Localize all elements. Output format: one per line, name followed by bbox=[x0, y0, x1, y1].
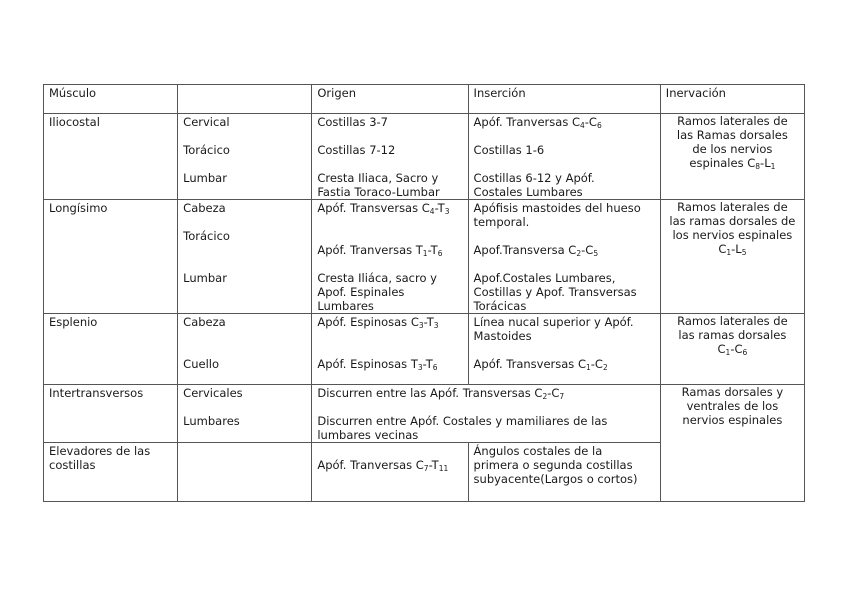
muscle-parts: Cervicales Lumbares bbox=[178, 385, 312, 443]
header-origen: Origen bbox=[312, 85, 468, 114]
muscle-name: Esplenio bbox=[44, 314, 178, 385]
table-row-intertransversos bbox=[44, 385, 805, 443]
muscle-parts: Cabeza Cuello bbox=[178, 314, 312, 385]
table-row-iliocostal bbox=[44, 114, 805, 200]
muscle-name: Iliocostal bbox=[44, 114, 178, 200]
header-inervacion: Inervación bbox=[660, 85, 804, 114]
muscle-parts bbox=[178, 443, 312, 502]
insercion-cell: Apóf. Tranversas $C_4-C_6$ Costillas 1-6 Costillas 6-12 y Apóf. Costales Lumbares bbox=[468, 114, 660, 200]
insercion-cell: Ángulos costales de la primera o segunda costillas subyacente(Largos o cortos) bbox=[468, 443, 660, 502]
origen-cell: Apóf. Transversas $C_4-T_3$ Apóf. Tranversas $T_1-T_6$ Cresta Iliáca, sacro y Apof. Espinales Lumbares bbox=[312, 200, 468, 314]
muscle-parts: Cervical Torácico Lumbar bbox=[178, 114, 312, 200]
origen-cell: Apóf. Tranversas $C_7-T_{11}$ bbox=[312, 443, 468, 502]
muscle-parts: Cabeza Torácico Lumbar bbox=[178, 200, 312, 314]
insercion-cell: Línea nucal superior y Apóf. Mastoides Apóf. Transversas $C_1-C_2$ bbox=[468, 314, 660, 385]
inervacion-cell: Ramos laterales de las ramas dorsales de los nervios espinales $C_1-L_5$ bbox=[660, 200, 804, 314]
inervacion-cell: Ramas dorsales y ventrales de los nervios espinales bbox=[660, 385, 804, 502]
muscle-table bbox=[43, 84, 805, 502]
origen-cell: Apóf. Espinosas $C_3-T_3$ Apóf. Espinosas $T_3-T_6$ bbox=[312, 314, 468, 385]
origen-insercion-cell: Discurren entre las Apóf. Transversas $C_2-C_7$ Discurren entre Apóf. Costales y mamiliares de las lumbares vecinas bbox=[312, 385, 660, 443]
muscle-name: Elevadores de las costillas bbox=[44, 443, 178, 502]
insercion-cell: Apófisis mastoides del hueso temporal. Apof.Transversa $C_2-C_5$ Apof.Costales Lumbares, Costillas y Apof. Transversas Torácicas bbox=[468, 200, 660, 314]
inervacion-cell: Ramos laterales de las ramas dorsales $C_1-C_6$ bbox=[660, 314, 804, 385]
muscle-name: Intertransversos bbox=[44, 385, 178, 443]
header-insercion: Inserción bbox=[468, 85, 660, 114]
header-blank bbox=[178, 85, 312, 114]
header-musculo: Músculo bbox=[44, 85, 178, 114]
header-row bbox=[44, 85, 805, 114]
inervacion-cell: Ramos laterales de las Ramas dorsales de los nervios espinales $C_8-L_1$ bbox=[660, 114, 804, 200]
table-row-esplenio bbox=[44, 314, 805, 385]
muscle-name: Longísimo bbox=[44, 200, 178, 314]
origen-cell: Costillas 3-7 Costillas 7-12 Cresta Iliaca, Sacro y Fastia Toraco-Lumbar bbox=[312, 114, 468, 200]
table-row-longisimo bbox=[44, 200, 805, 314]
